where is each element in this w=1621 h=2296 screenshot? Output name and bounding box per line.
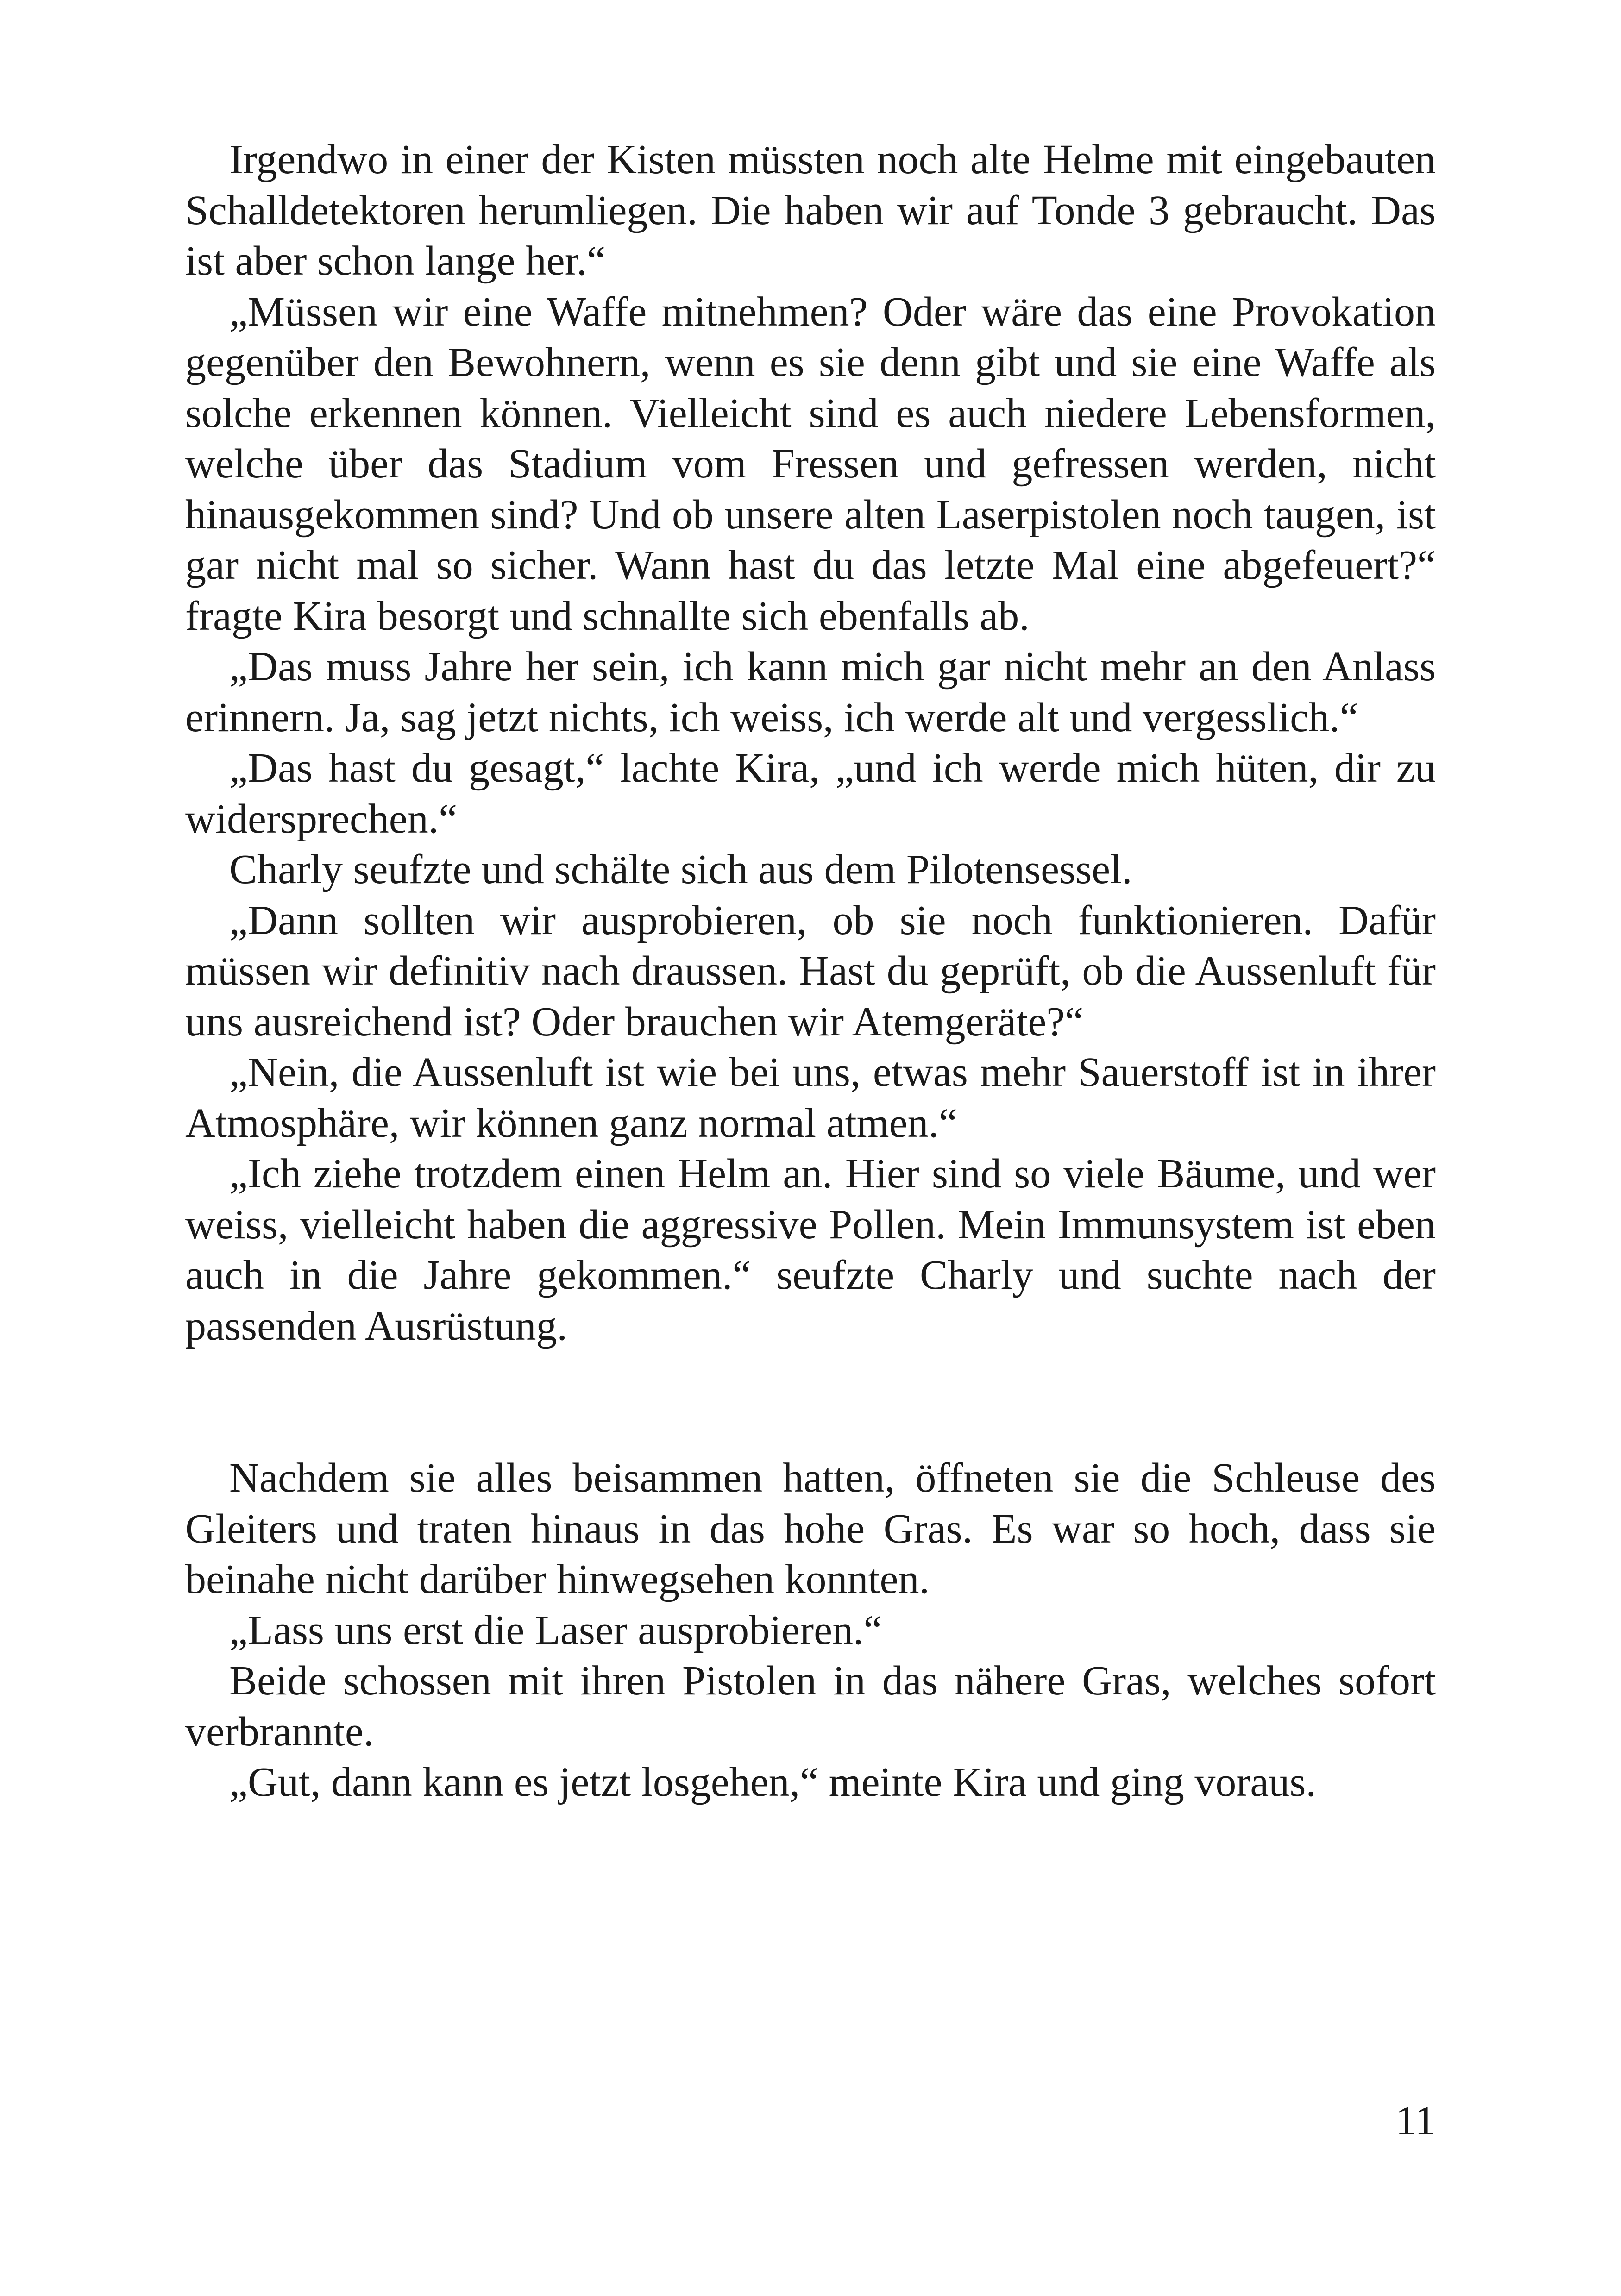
paragraph: Beide schossen mit ihren Pistolen in das nähere Gras, welches sofort verbrannte.	[185, 1658, 1436, 1755]
paragraph: „Lass uns erst die Laser ausprobieren.“	[229, 1607, 882, 1653]
page-number: 11	[1395, 2098, 1436, 2144]
paragraph: „Ich ziehe trotzdem einen Helm an. Hier sind so viele Bäume, und wer weiss, vielleicht haben die aggressive Pollen. Mein Immunsystem ist eben auch in die Jahre gekommen.“ seufzte Charly und suchte nach der passenden Ausrüstung.	[185, 1151, 1436, 1349]
paragraph: Nachdem sie alles beisammen hatten, öffneten sie die Schleuse des Gleiters und traten hinaus in das hohe Gras. Es war so hoch, dass sie beinahe nicht darüber hinwegsehen konnten.	[185, 1455, 1436, 1602]
paragraph: Irgendwo in einer der Kisten müssten noch alte Helme mit eingebauten Schalldetektoren herumliegen. Die haben wir auf Tonde 3 gebraucht. Das ist aber schon lange her.“	[185, 137, 1436, 284]
paragraph: Charly seufzte und schälte sich aus dem Pilotensessel.	[229, 847, 1132, 892]
section-break	[185, 1351, 1436, 1453]
paragraph: „Das hast du gesagt,“ lachte Kira, „und ich werde mich hüten, dir zu widersprechen.“	[185, 745, 1436, 842]
page-body	[185, 134, 1436, 1808]
paragraph: „Das muss Jahre her sein, ich kann mich gar nicht mehr an den Anlass erinnern. Ja, sag jetzt nichts, ich weiss, ich werde alt und vergesslich.“	[185, 644, 1436, 740]
paragraph: „Müssen wir eine Waffe mitnehmen? Oder wäre das eine Provokation gegenüber den Bewohnern, wenn es sie denn gibt und sie eine Waffe als solche erkennen können. Vielleicht sind es auch niedere Lebensformen, welche über das Stadium vom Fressen und gefressen werden, nicht hinausgekommen sind? Und ob unsere alten Laserpistolen noch taugen, ist gar nicht mal so sicher. Wann hast du das letzte Mal eine abgefeuert?“ fragte Kira besorgt und schnallte sich ebenfalls ab.	[185, 289, 1436, 639]
paragraph: „Dann sollten wir ausprobieren, ob sie noch funktionieren. Dafür müssen wir definitiv nach draussen. Hast du geprüft, ob die Aussenluft für uns ausreichend ist? Oder brauchen wir Atemgeräte?“	[185, 897, 1436, 1045]
paragraph: „Gut, dann kann es jetzt losgehen,“ meinte Kira und ging voraus.	[229, 1759, 1316, 1805]
paragraph: „Nein, die Aussenluft ist wie bei uns, etwas mehr Sauerstoff ist in ihrer Atmosphäre, wir können ganz normal atmen.“	[185, 1049, 1436, 1146]
